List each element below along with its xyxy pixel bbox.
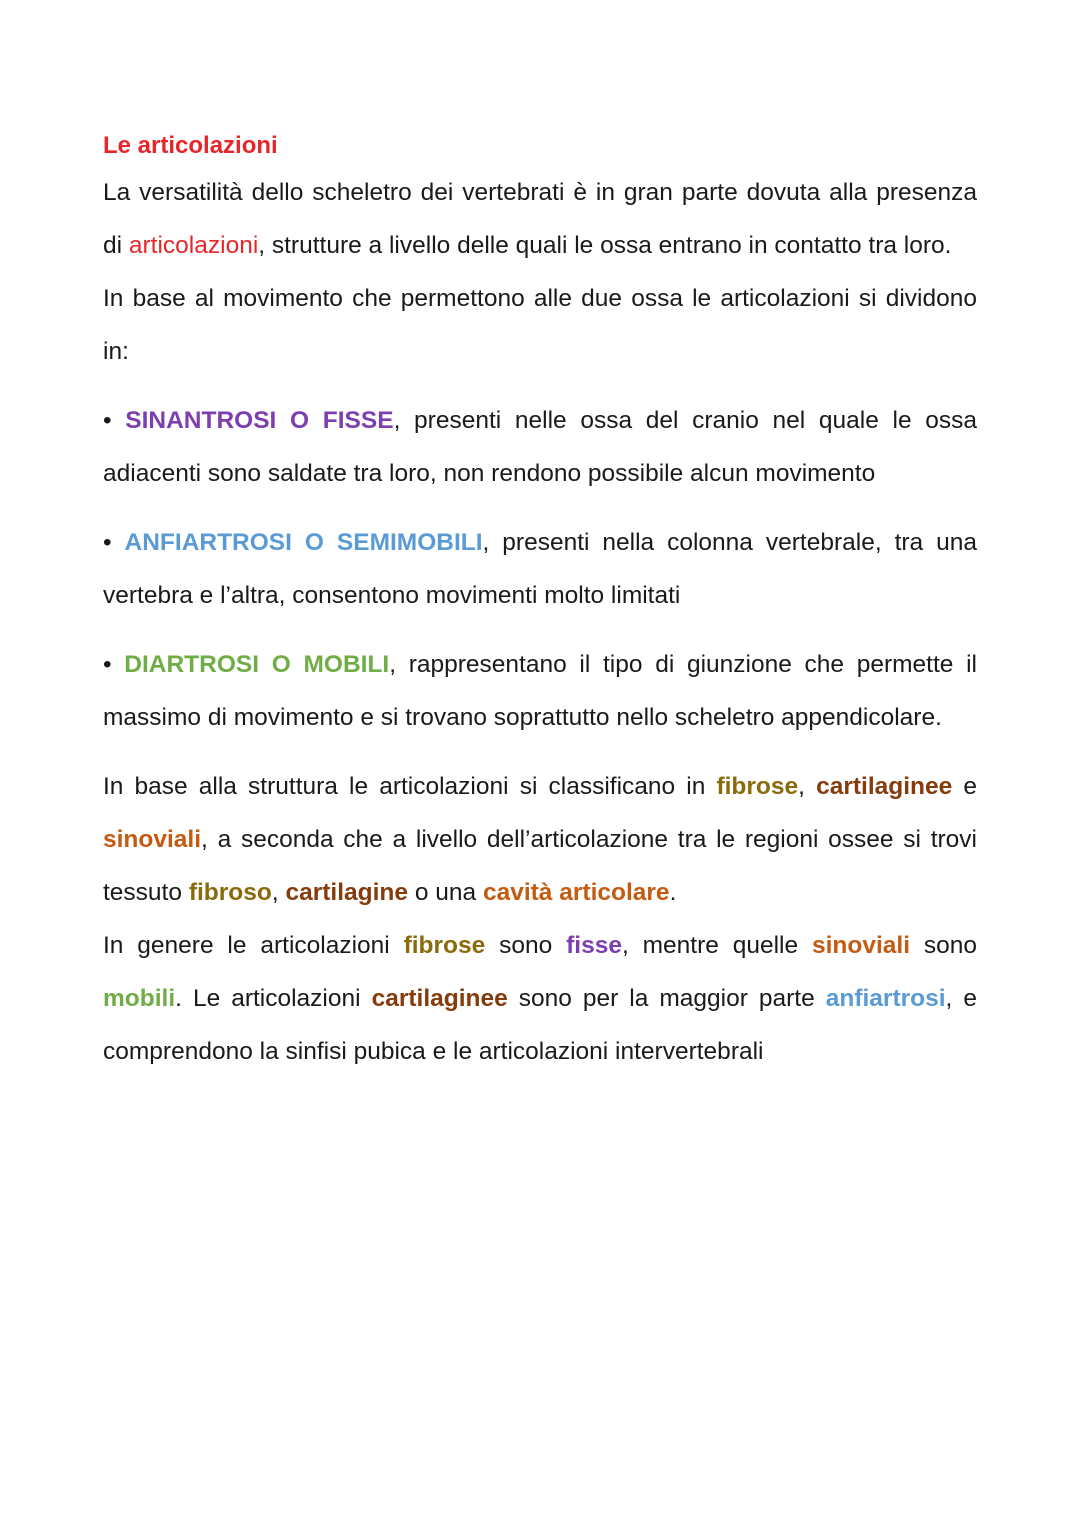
intro-highlight-articolazioni: articolazioni [128, 232, 259, 259]
spacer [103, 378, 977, 394]
type-desc-anfiartrosi: , presenti nella colonna vertebrale, tra una vertebra e l’altra, consentono movimenti molto limitati [103, 529, 977, 609]
spacer [103, 622, 977, 638]
bullet: • [103, 651, 112, 678]
term-cartilaginee: cartilaginee [816, 773, 953, 800]
intro-text-1: La versatilità dello scheletro dei vertebrati è in gran parte dovuta alla presenza di [103, 179, 977, 259]
type-name-diartrosi: DIARTROSI O MOBILI [124, 651, 390, 678]
term-mobili: mobili [103, 985, 176, 1012]
structure-text: , a seconda che a livello dell’articolazione tra le regioni ossee si trovi tessuto [103, 826, 977, 906]
type-name-anfiartrosi: ANFIARTROSI O SEMIMOBILI [124, 529, 483, 556]
structure-text: , [271, 879, 286, 906]
structure-text: , [798, 773, 817, 800]
term-cartilagine: cartilagine [285, 879, 409, 906]
document-page [103, 126, 977, 1078]
structure-text: In base alla struttura le articolazioni si classificano in [103, 773, 717, 800]
type-name-sinantrosi: SINANTROSI O FISSE [125, 407, 394, 434]
bullet: • [103, 529, 112, 556]
spacer [103, 500, 977, 516]
general-text: In genere le articolazioni [103, 932, 404, 959]
general-text: sono per la maggior parte [507, 985, 826, 1012]
type-diartrosi [103, 638, 977, 744]
structure-paragraph [103, 760, 977, 919]
type-desc-diartrosi: , rappresentano il tipo di giunzione che permette il massimo di movimento e si trovano soprattutto nello scheletro appendicolare. [103, 651, 977, 731]
term-anfiartrosi: anfiartrosi [825, 985, 946, 1012]
term-sinoviali: sinoviali [811, 932, 911, 959]
movement-intro-paragraph: In base al movimento che permettono alle due ossa le articolazioni si dividono in: [103, 285, 977, 365]
structure-text: . [669, 879, 677, 906]
general-text: sono [910, 932, 977, 959]
bullet: • [103, 407, 112, 434]
general-text: sono [485, 932, 567, 959]
structure-text: e [952, 773, 977, 800]
intro-text-2: , strutture a livello delle quali le ossa entrano in contatto tra loro. [258, 232, 952, 259]
term-cartilaginee: cartilaginee [371, 985, 508, 1012]
page-title: Le articolazioni [103, 132, 278, 159]
general-paragraph [103, 919, 977, 1078]
spacer [103, 744, 977, 760]
term-fibroso: fibroso [188, 879, 272, 906]
intro-paragraph [103, 166, 977, 272]
type-desc-sinantrosi: , presenti nelle ossa del cranio nel quale le ossa adiacenti sono saldate tra loro, non rendono possibile alcun movimento [103, 407, 977, 487]
general-text: , mentre quelle [621, 932, 812, 959]
term-fisse: fisse [566, 932, 622, 959]
term-cavita-articolare: cavità articolare [482, 879, 670, 906]
general-text: . Le articolazioni [175, 985, 372, 1012]
type-anfiartrosi [103, 516, 977, 622]
type-sinantrosi [103, 394, 977, 500]
term-fibrose: fibrose [716, 773, 799, 800]
term-fibrose: fibrose [403, 932, 486, 959]
structure-text: o una [408, 879, 483, 906]
general-text: , e comprendono la sinfisi pubica e le articolazioni intervertebrali [103, 985, 977, 1065]
term-sinoviali: sinoviali [103, 826, 202, 853]
